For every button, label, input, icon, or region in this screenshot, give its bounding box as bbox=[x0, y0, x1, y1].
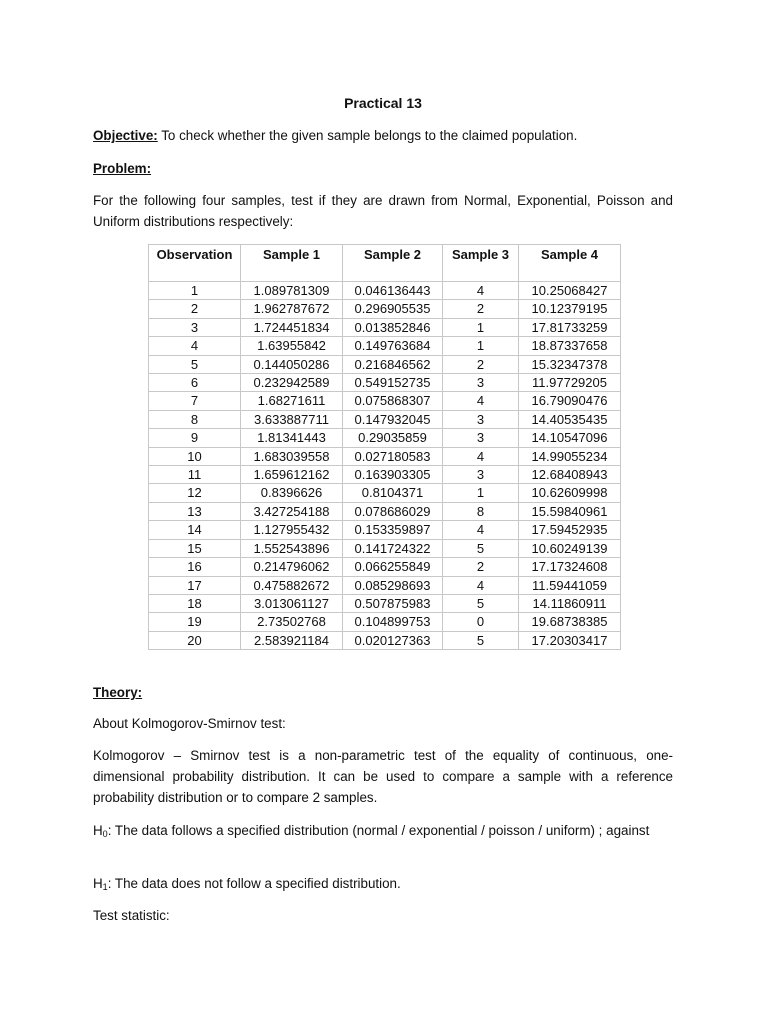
table-cell: 18 bbox=[149, 594, 241, 612]
table-cell: 14.99055234 bbox=[519, 447, 621, 465]
table-cell: 0.078686029 bbox=[343, 502, 443, 520]
table-cell: 14.11860911 bbox=[519, 594, 621, 612]
objective-label: Objective: bbox=[93, 128, 158, 143]
table-cell: 2 bbox=[443, 355, 519, 373]
theory-about: About Kolmogorov-Smirnov test: bbox=[93, 716, 286, 731]
table-row bbox=[149, 318, 621, 336]
table-row bbox=[149, 337, 621, 355]
table-cell: 20 bbox=[149, 631, 241, 649]
table-cell: 10.62609998 bbox=[519, 484, 621, 502]
table-row bbox=[149, 558, 621, 576]
table-cell: 17.59452935 bbox=[519, 521, 621, 539]
samples-table bbox=[148, 244, 621, 650]
table-cell: 0.29035859 bbox=[343, 429, 443, 447]
table-cell: 0.144050286 bbox=[241, 355, 343, 373]
table-row bbox=[149, 429, 621, 447]
table-header-row bbox=[149, 245, 621, 282]
table-cell: 5 bbox=[443, 594, 519, 612]
table-cell: 5 bbox=[443, 539, 519, 557]
objective-text: To check whether the given sample belongs to the claimed population. bbox=[157, 128, 578, 143]
table-cell: 14.40535435 bbox=[519, 410, 621, 428]
table-cell: 2 bbox=[149, 300, 241, 318]
table-cell: 1 bbox=[149, 282, 241, 300]
table-cell: 0.075868307 bbox=[343, 392, 443, 410]
table-cell: 5 bbox=[443, 631, 519, 649]
table-cell: 5 bbox=[149, 355, 241, 373]
table-cell: 1.659612162 bbox=[241, 466, 343, 484]
alternative-hypothesis bbox=[93, 873, 673, 898]
table-cell: 4 bbox=[443, 392, 519, 410]
table-cell: 0.104899753 bbox=[343, 613, 443, 631]
table-cell: 0.8396626 bbox=[241, 484, 343, 502]
table-cell: 1.724451834 bbox=[241, 318, 343, 336]
table-cell: 0.296905535 bbox=[343, 300, 443, 318]
test-statistic-label: Test statistic: bbox=[93, 908, 170, 923]
table-cell: 1.683039558 bbox=[241, 447, 343, 465]
table-cell: 18.87337658 bbox=[519, 337, 621, 355]
table-cell: 4 bbox=[443, 576, 519, 594]
table-cell: 0.085298693 bbox=[343, 576, 443, 594]
table-row bbox=[149, 484, 621, 502]
table-cell: 17.17324608 bbox=[519, 558, 621, 576]
table-cell: 2 bbox=[443, 558, 519, 576]
table-header-cell: Sample 1 bbox=[241, 245, 343, 282]
table-cell: 15.59840961 bbox=[519, 502, 621, 520]
table-cell: 12 bbox=[149, 484, 241, 502]
table-header-cell: Sample 2 bbox=[343, 245, 443, 282]
table-cell: 10.60249139 bbox=[519, 539, 621, 557]
table-cell: 0.216846562 bbox=[343, 355, 443, 373]
table-cell: 13 bbox=[149, 502, 241, 520]
table-cell: 3.013061127 bbox=[241, 594, 343, 612]
table-cell: 0.013852846 bbox=[343, 318, 443, 336]
objective-line bbox=[93, 125, 673, 146]
table-cell: 3 bbox=[443, 429, 519, 447]
table-cell: 1 bbox=[443, 318, 519, 336]
h0-text: : The data follows a specified distribution (normal / exponential / poisson / uniform) ; against bbox=[107, 823, 650, 838]
table-cell: 19 bbox=[149, 613, 241, 631]
table-header-cell: Observation bbox=[149, 245, 241, 282]
table-row bbox=[149, 576, 621, 594]
table-cell: 1.552543896 bbox=[241, 539, 343, 557]
table-cell: 1.089781309 bbox=[241, 282, 343, 300]
table-cell: 14.10547096 bbox=[519, 429, 621, 447]
table-row bbox=[149, 300, 621, 318]
table-cell: 0.147932045 bbox=[343, 410, 443, 428]
table-cell: 0.149763684 bbox=[343, 337, 443, 355]
table-cell: 3 bbox=[443, 374, 519, 392]
h1-symbol: H bbox=[93, 876, 103, 891]
table-cell: 19.68738385 bbox=[519, 613, 621, 631]
theory-paragraph: Kolmogorov – Smirnov test is a non-parametric test of the equality of continuous, one-dimensional probability distribution. It can be used to compare a sample with a reference probability distribution or to compare 2 samples. bbox=[93, 748, 673, 805]
table-row bbox=[149, 521, 621, 539]
table-cell: 0.232942589 bbox=[241, 374, 343, 392]
table-cell: 2.583921184 bbox=[241, 631, 343, 649]
table-cell: 16 bbox=[149, 558, 241, 576]
table-cell: 8 bbox=[149, 410, 241, 428]
h0-symbol: H bbox=[93, 823, 103, 838]
table-cell: 1 bbox=[443, 337, 519, 355]
theory-heading bbox=[93, 682, 673, 703]
table-cell: 17.81733259 bbox=[519, 318, 621, 336]
table-cell: 6 bbox=[149, 374, 241, 392]
table-cell: 11.59441059 bbox=[519, 576, 621, 594]
table-body bbox=[149, 282, 621, 650]
table-row bbox=[149, 631, 621, 649]
table-cell: 10.25068427 bbox=[519, 282, 621, 300]
table-cell: 0.046136443 bbox=[343, 282, 443, 300]
h1-text: : The data does not follow a specified distribution. bbox=[107, 876, 401, 891]
null-hypothesis bbox=[93, 820, 673, 845]
table-cell: 16.79090476 bbox=[519, 392, 621, 410]
table-cell: 0.066255849 bbox=[343, 558, 443, 576]
table-row bbox=[149, 374, 621, 392]
table-row bbox=[149, 392, 621, 410]
table-cell: 3.427254188 bbox=[241, 502, 343, 520]
table-cell: 1.962787672 bbox=[241, 300, 343, 318]
table-cell: 11 bbox=[149, 466, 241, 484]
table-cell: 8 bbox=[443, 502, 519, 520]
table-cell: 0.475882672 bbox=[241, 576, 343, 594]
table-cell: 0.027180583 bbox=[343, 447, 443, 465]
table-cell: 4 bbox=[443, 447, 519, 465]
table-cell: 3 bbox=[149, 318, 241, 336]
table-cell: 12.68408943 bbox=[519, 466, 621, 484]
table-cell: 10 bbox=[149, 447, 241, 465]
table-cell: 1 bbox=[443, 484, 519, 502]
page-title: Practical 13 bbox=[344, 95, 422, 111]
table-cell: 2 bbox=[443, 300, 519, 318]
table-cell: 15.32347378 bbox=[519, 355, 621, 373]
table-header-cell: Sample 3 bbox=[443, 245, 519, 282]
table-cell: 0.507875983 bbox=[343, 594, 443, 612]
table-cell: 10.12379195 bbox=[519, 300, 621, 318]
table-header-cell: Sample 4 bbox=[519, 245, 621, 282]
table-cell: 0.153359897 bbox=[343, 521, 443, 539]
table-row bbox=[149, 613, 621, 631]
problem-heading bbox=[93, 158, 673, 179]
table-cell: 0.8104371 bbox=[343, 484, 443, 502]
table-cell: 3 bbox=[443, 466, 519, 484]
table-row bbox=[149, 355, 621, 373]
table-row bbox=[149, 282, 621, 300]
table-cell: 1.68271611 bbox=[241, 392, 343, 410]
table-cell: 17 bbox=[149, 576, 241, 594]
table-cell: 9 bbox=[149, 429, 241, 447]
table-cell: 0.549152735 bbox=[343, 374, 443, 392]
table-cell: 1.63955842 bbox=[241, 337, 343, 355]
h1-subscript: 1 bbox=[102, 882, 108, 892]
table-cell: 0.163903305 bbox=[343, 466, 443, 484]
table-row bbox=[149, 466, 621, 484]
table-cell: 0.141724322 bbox=[343, 539, 443, 557]
table-cell: 11.97729205 bbox=[519, 374, 621, 392]
table-cell: 3 bbox=[443, 410, 519, 428]
theory-label: Theory: bbox=[93, 685, 143, 700]
table-cell: 0.214796062 bbox=[241, 558, 343, 576]
problem-text: For the following four samples, test if they are drawn from Normal, Exponential, Poisson and Uniform distributions respectively: bbox=[93, 193, 673, 229]
table-row bbox=[149, 447, 621, 465]
h0-subscript: 0 bbox=[102, 829, 108, 839]
table-cell: 3.633887711 bbox=[241, 410, 343, 428]
table-cell: 0.020127363 bbox=[343, 631, 443, 649]
table-cell: 15 bbox=[149, 539, 241, 557]
table-cell: 4 bbox=[443, 282, 519, 300]
table-row bbox=[149, 410, 621, 428]
table-row bbox=[149, 539, 621, 557]
table-cell: 17.20303417 bbox=[519, 631, 621, 649]
table-cell: 2.73502768 bbox=[241, 613, 343, 631]
problem-label: Problem: bbox=[93, 161, 152, 176]
table-cell: 1.81341443 bbox=[241, 429, 343, 447]
table-row bbox=[149, 594, 621, 612]
table-row bbox=[149, 502, 621, 520]
table-cell: 4 bbox=[443, 521, 519, 539]
table-cell: 7 bbox=[149, 392, 241, 410]
table-cell: 1.127955432 bbox=[241, 521, 343, 539]
table-cell: 4 bbox=[149, 337, 241, 355]
table-cell: 14 bbox=[149, 521, 241, 539]
table-cell: 0 bbox=[443, 613, 519, 631]
